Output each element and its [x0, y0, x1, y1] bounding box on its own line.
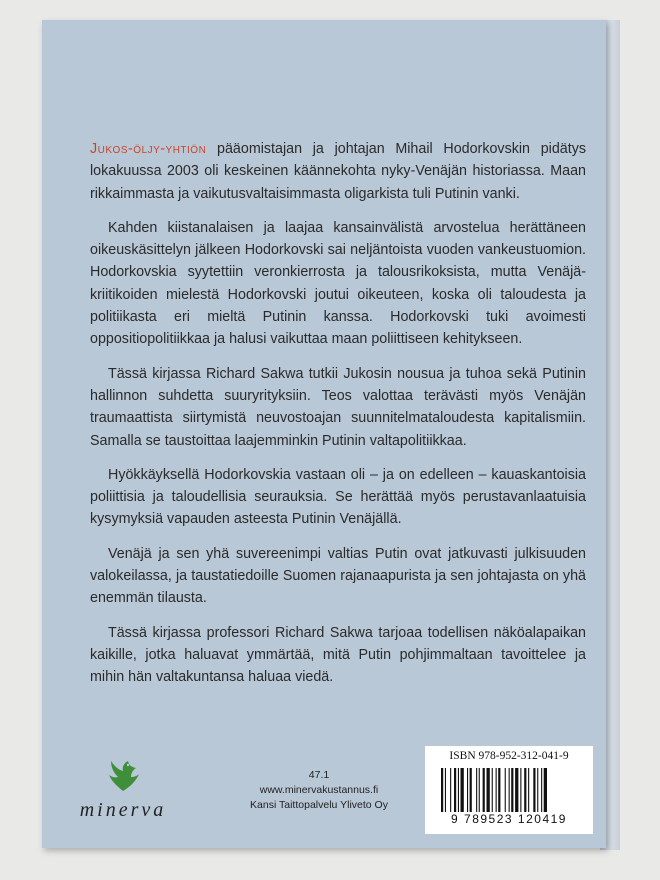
publisher-name: minerva: [79, 799, 167, 821]
barcode-icon: [439, 768, 579, 812]
blurb-paragraph-1: [90, 138, 586, 205]
class-code: 47.1: [308, 769, 330, 781]
blurb-paragraph-1-rest: pääomistajan ja johtajan Mihail Hodorkovskin pidätys lokakuussa 2003 oli keskeinen käännekohta nyky-Venäjän historiassa. Maan rikkaimmasta ja vaikutusvaltaisimmasta oligarkista tuli Putinin vanki.: [90, 141, 586, 202]
back-cover: [42, 20, 606, 848]
publisher-website[interactable]: www.minervakustannus.fi: [259, 784, 379, 796]
barcode-digits: 9 789523 120419: [451, 812, 567, 826]
bird-logo-icon: [103, 758, 143, 794]
blurb-paragraph-3: Tässä kirjassa Richard Sakwa tutkii Jukosin nousua ja tuhoa sekä Putinin hallinnon suhdetta suuryrityksiin. Teos valottaa terävästi myös Venäjän traumaattista siirtymistä neuvostoajan suunnitelmataloudesta kapitalismiin. Samalla se taustoittaa laajemminkin Putinin valtapolitiikkaa.: [90, 365, 586, 449]
blurb-paragraph-4: Hyökkäyksellä Hodorkovskia vastaan oli – ja on edelleen – kauaskantoisia poliittisia ja taloudellisia seurauksia. Se herättää myös perustavanlaatuisia kysymyksiä vapauden asteesta Putinin Venäjällä.: [90, 466, 586, 528]
barcode-panel: [425, 746, 593, 834]
cover-credit: Kansi Taittopalvelu Yliveto Oy: [250, 799, 388, 811]
blurb-text: [90, 138, 586, 701]
publisher-logo: [78, 758, 168, 822]
blurb-paragraph-6: Tässä kirjassa professori Richard Sakwa tarjoaa todellisen näköalapaikan kaikille, jotka haluavat ymmärtää, mitä Putin pohjimmaltaan tavoittelee ja mihin hän valtakuntansa haluaa viedä.: [90, 624, 586, 686]
blurb-paragraph-5: Venäjä ja sen yhä suvereenimpi valtias Putin ovat jatkuvasti julkisuuden valokeilassa, ja taustatiedoille Suomen rajanaapurista ja sen johtajasta on yhä enemmän tilausta.: [90, 545, 586, 607]
lead-company-name: Jukos-öljy-yhtiön: [90, 141, 207, 157]
isbn-label: ISBN 978-952-312-041-9: [449, 750, 569, 762]
blurb-paragraph-2: Kahden kiistanalaisen ja laajaa kansainvälistä arvostelua herättäneen oikeuskäsittelyn jälkeen Hodorkovski sai neljäntoista vuoden vankeustuomion. Hodorkovskia syytettiin veronkierrosta ja talousrikoksista, mutta Venäjä-kriitikoiden mielestä Hodorkovski joutui oikeuteen, koska oli taloudesta ja politiikasta eri mieltä Putinin kanssa. Hodorkovski tuki avoimesti oppositiopolitiikkaa ja halusi vaikuttaa maan poliittiseen kehitykseen.: [90, 219, 586, 348]
publisher-credits: [224, 768, 414, 813]
